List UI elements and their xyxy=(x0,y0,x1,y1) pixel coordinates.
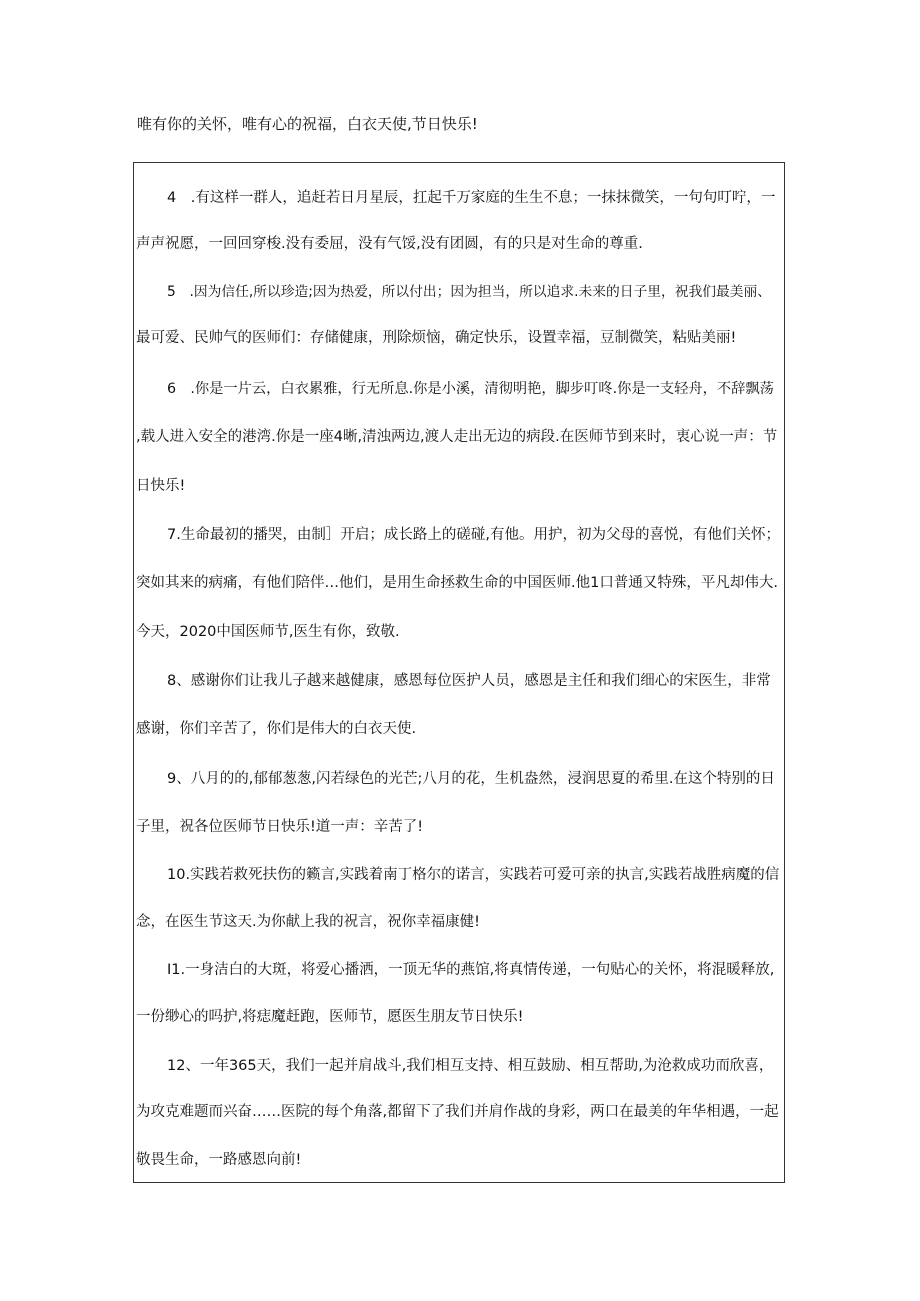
paragraph-line: 一份缈心的吗护,将痣魔赶跑，医师节，愿医生朋友节日快乐! xyxy=(136,1009,524,1025)
paragraph-line: 念，在医生节这天.为你献上我的祝言，祝你幸福康健! xyxy=(136,914,480,930)
paragraph-line: 最可爱、民帅气的医师们：存储健康，刑除烦恼，确定快乐，设置幸福，豆制微笑，粘贴美丽! xyxy=(136,330,737,346)
paragraph-line: 5 .因为信任,所以珍造;因为热爱，所以付出；因为担当，所以追求.未来的日子里，祝我们最美丽、 xyxy=(167,284,771,300)
content-box xyxy=(133,162,785,1183)
paragraph-line: 今天，2020中国医师节,医生有你，致敬. xyxy=(136,624,400,640)
paragraph-line: 4 .有这样一群人，追赶若日月星辰，扛起千万家庭的生生不息；一抹抹微笑，一句句叮咛，一 xyxy=(167,190,776,206)
paragraph-line: 日快乐! xyxy=(136,478,186,494)
intro-line: 唯有你的关怀，唯有心的祝福，白衣天使,节日快乐! xyxy=(137,115,478,133)
paragraph-line: 6 .你是一片云，白衣累雅，行无所息.你是小溪，清彻明艳，脚步叮咚.你是一支轻舟，不辞飘荡 xyxy=(167,381,774,397)
paragraph-line: 敬畏生命，一路感恩向前! xyxy=(136,1152,302,1168)
paragraph-line: 突如其来的病痛，有他们陪伴…他们，是用生命拯救生命的中国医师.他1口普通又特殊，平凡却伟大. xyxy=(136,575,778,591)
paragraph-line: 9、八月的的,郁郁葱葱,闪若绿色的光芒;八月的花，生机盎然，浸润思夏的希里.在这个特别的日 xyxy=(167,771,775,787)
paragraph-line: 声声祝愿，一回回穿梭.没有委屈，没有气馁,没有团圆，有的只是对生命的尊重. xyxy=(136,236,643,252)
paragraph-line: 子里，祝各位医师节日快乐!道一声：辛苦了! xyxy=(136,819,424,835)
paragraph-line: I1.一身洁白的大斑，将爱心播洒，一顶无华的燕馆,将真情传递，一句贴心的关怀，将混暖释放, xyxy=(167,962,775,978)
paragraph-line: ,载人进入安全的港湾.你是一座4晰,清浊两边,渡人走出无边的病段.在医师节到来时，衷心说一声：节 xyxy=(136,429,778,445)
paragraph-line: 为攻克难题而兴奋……医院的每个角落,都留下了我们并肩作战的身彩，两口在最美的年华相遇，一起 xyxy=(136,1104,779,1120)
paragraph-line: 12、一年365天，我们一起并肩战斗,我们相互支持、相互鼓励、相互帮助,为沧救成功而欣喜， xyxy=(167,1058,774,1074)
paragraph-line: 8、感谢你们让我儿子越来越健康，感恩每位医护人员，感恩是主任和我们细心的宋医生，非常 xyxy=(167,673,771,689)
paragraph-line: 感谢，你们辛苦了，你们是伟大的白衣天使. xyxy=(136,721,417,737)
paragraph-line: 10.实践若救死扶伤的籁言,实践着南丁格尔的诺言，实践若可爱可亲的执言,实践若战胜病魔的信 xyxy=(167,867,780,883)
paragraph-line: 7.生命最初的播哭，由制］开启；成长路上的磋碰,有他。用护，初为父母的喜悦，有他们关怀； xyxy=(167,527,780,543)
